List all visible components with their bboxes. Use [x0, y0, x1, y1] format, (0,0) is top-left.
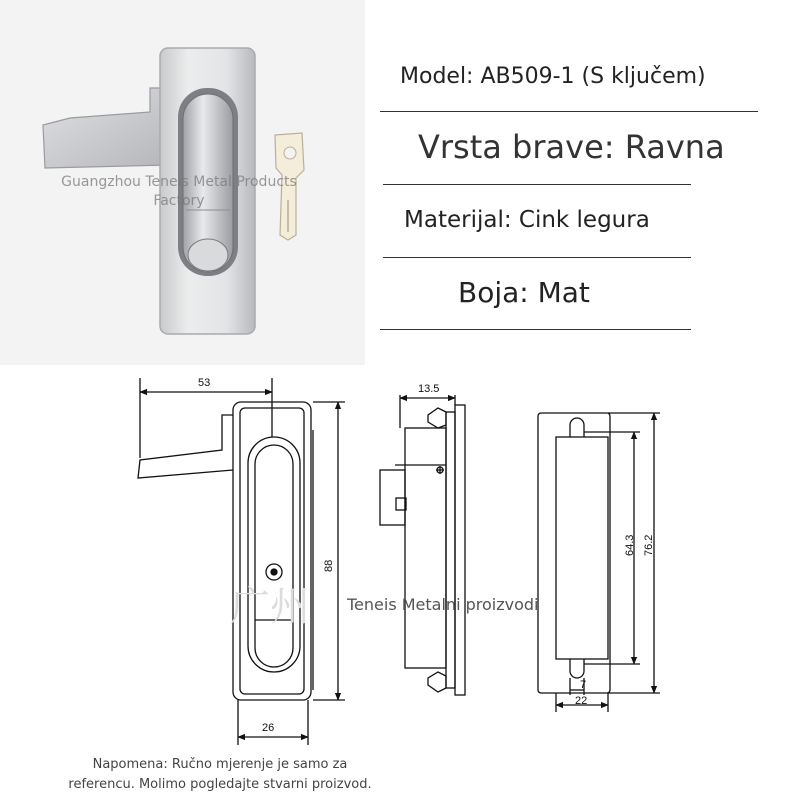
- divider: [383, 257, 691, 258]
- dim-slot-width: 7: [580, 679, 587, 691]
- photo-watermark: Guangzhou Teneis Metal Products Factory: [61, 174, 297, 209]
- spec-color: Boja: Mat: [458, 276, 590, 309]
- divider: [380, 329, 691, 330]
- dim-width-bottom: 26: [262, 722, 275, 734]
- faint-watermark-chars: 广州: [230, 584, 310, 630]
- drawing-watermark: Teneis Metalni proizvodi: [347, 595, 539, 614]
- front-view: [138, 378, 345, 745]
- side-view: [380, 395, 465, 695]
- spec-material: Materijal: Cink legura: [404, 207, 650, 233]
- dim-cutout-width: 22: [575, 695, 588, 707]
- latch-tongue: [43, 88, 168, 168]
- divider: [383, 184, 691, 185]
- product-photo: [0, 0, 365, 365]
- dim-width-top: 53: [198, 377, 211, 389]
- divider: [380, 111, 758, 112]
- dim-side-depth: 13.5: [418, 383, 440, 395]
- spec-model: Model: AB509-1 (S ključem): [400, 64, 706, 89]
- technical-drawings: [0, 365, 800, 800]
- dim-cutout-height: 76.2: [643, 534, 655, 556]
- dim-hole-spacing: 64.3: [624, 534, 636, 556]
- spec-lock-type: Vrsta brave: Ravna: [418, 128, 725, 166]
- note-line-2: referencu. Molimo pogledajte stvarni proizvod.: [68, 777, 372, 792]
- note: [30, 755, 410, 795]
- dim-height-total: 88: [323, 559, 335, 572]
- note-line-1: Napomena: Ručno mjerenje je samo za: [92, 757, 348, 772]
- cutout-view: [538, 413, 660, 712]
